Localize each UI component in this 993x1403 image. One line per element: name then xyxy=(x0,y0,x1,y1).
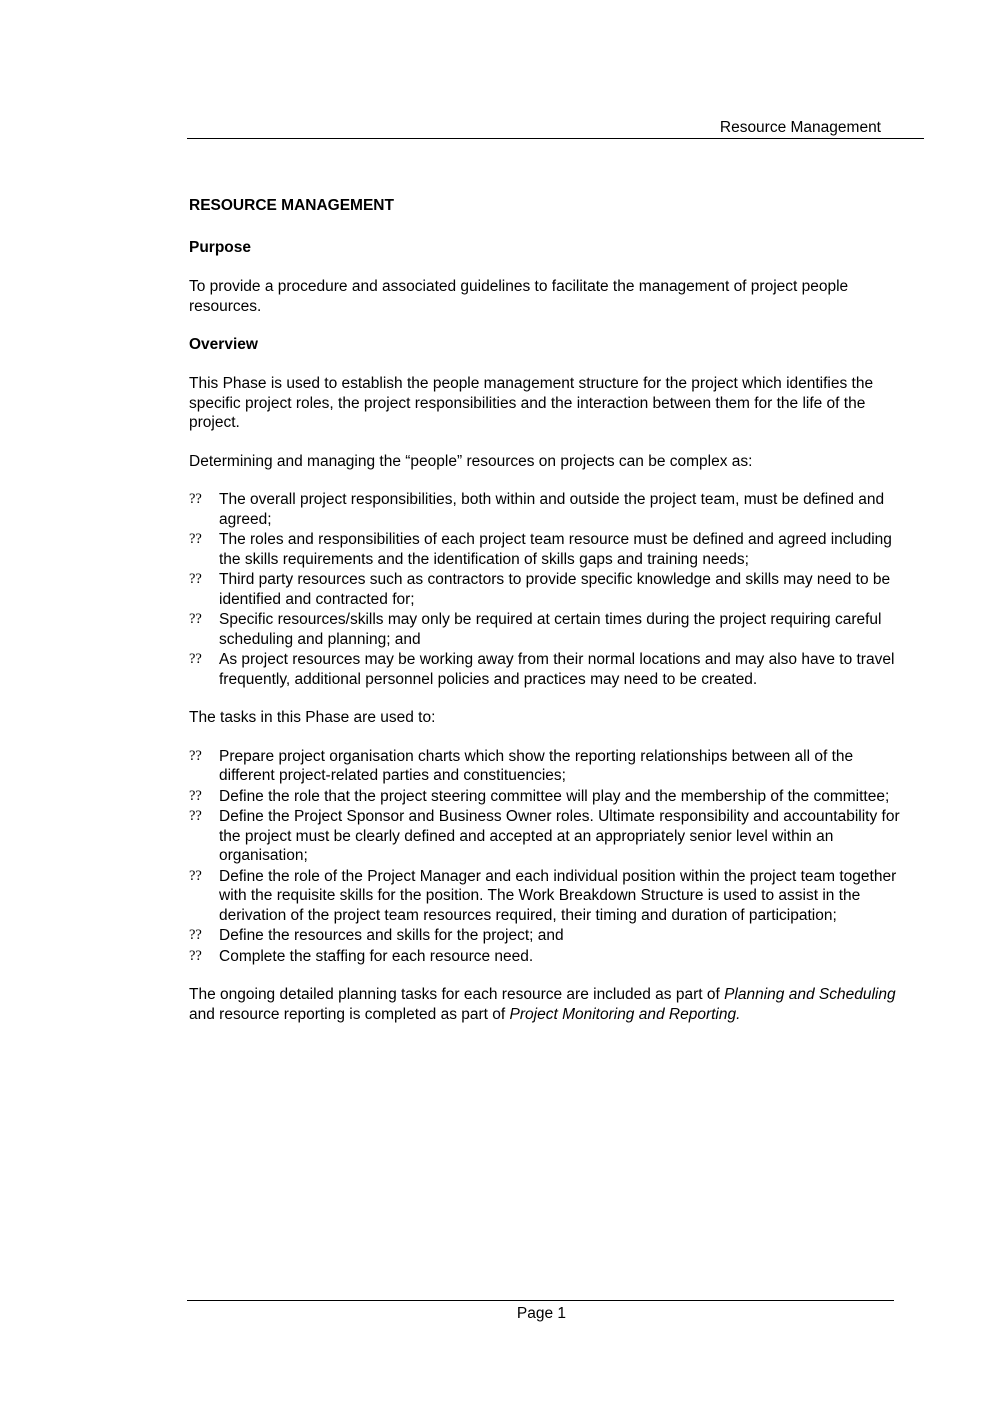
document-title: RESOURCE MANAGEMENT xyxy=(189,197,394,214)
bullet-icon: ?? xyxy=(189,927,202,943)
list-item xyxy=(189,787,909,807)
monitoring-reporting-reference: Project Monitoring and Reporting. xyxy=(509,1005,741,1023)
tasks-intro: The tasks in this Phase are used to: xyxy=(189,709,436,726)
list-item xyxy=(189,807,909,866)
list-item xyxy=(189,530,909,569)
purpose-text: To provide a procedure and associated guidelines to facilitate the management of project people resources. xyxy=(189,278,849,315)
bullet-icon: ?? xyxy=(189,571,202,587)
list-item-text: Define the role that the project steering committee will play and the membership of the committee; xyxy=(219,787,890,805)
page-number: Page 1 xyxy=(516,1305,567,1322)
list-item xyxy=(189,926,909,946)
closing-paragraph xyxy=(189,985,909,1024)
page-header xyxy=(187,118,924,139)
list-item-text: Define the role of the Project Manager and each individual position within the project team together with the requisite skills for the position. The Work Breakdown Structure is used to assist in the derivation of the project team resources required, their timing and duration of participation; xyxy=(219,867,897,924)
complexity-list xyxy=(189,490,909,689)
list-item-text: Prepare project organisation charts which show the reporting relationships between all of the different project-related parties and constituencies; xyxy=(219,747,854,784)
list-item xyxy=(189,867,909,926)
closing-text: and resource reporting is completed as part of xyxy=(189,1005,510,1023)
list-item-text: The roles and responsibilities of each project team resource must be defined and agreed including the skills requirements and the identification of skills gaps and training needs; xyxy=(219,531,892,568)
list-item xyxy=(189,650,909,689)
list-item-text: Complete the staffing for each resource need. xyxy=(219,947,534,965)
bullet-icon: ?? xyxy=(189,808,202,824)
bullet-icon: ?? xyxy=(189,531,202,547)
list-item-text: Define the Project Sponsor and Business Owner roles. Ultimate responsibility and accountability for the project must be clearly defined and accepted at an appropriately senior level within an organisation; xyxy=(219,808,900,864)
complexity-intro: Determining and managing the “people” resources on projects can be complex as: xyxy=(189,452,753,470)
bullet-icon: ?? xyxy=(189,611,202,627)
list-item xyxy=(189,947,909,967)
overview-heading: Overview xyxy=(189,336,258,353)
list-item-text: Define the resources and skills for the project; and xyxy=(219,927,564,944)
overview-paragraph: This Phase is used to establish the people management structure for the project which identifies the specific project roles, the project responsibilities and the interaction between them for the life of the project. xyxy=(189,375,874,431)
planning-scheduling-reference: Planning and Scheduling xyxy=(724,986,896,1003)
closing-text: The ongoing detailed planning tasks for each resource are included as part of xyxy=(189,986,725,1003)
list-item-text: The overall project responsibilities, both within and outside the project team, must be defined and agreed; xyxy=(219,491,885,528)
list-item xyxy=(189,610,909,649)
list-item-text: Specific resources/skills may only be required at certain times during the project requiring careful scheduling and planning; and xyxy=(219,611,882,648)
document-body xyxy=(189,196,909,1043)
task-list xyxy=(189,747,909,967)
list-item xyxy=(189,570,909,609)
list-item xyxy=(189,490,909,529)
bullet-icon: ?? xyxy=(189,787,202,804)
bullet-icon: ?? xyxy=(189,747,202,764)
list-item-text: As project resources may be working away from their normal locations and may also have to travel frequently, additional personnel policies and practices may need to be created. xyxy=(219,651,895,688)
list-item-text: Third party resources such as contractors to provide specific knowledge and skills may need to be identified and contracted for; xyxy=(219,571,891,608)
bullet-icon: ?? xyxy=(189,651,202,667)
bullet-icon: ?? xyxy=(189,947,202,964)
purpose-heading: Purpose xyxy=(189,239,252,256)
list-item xyxy=(189,747,909,786)
page-footer xyxy=(187,1300,894,1323)
bullet-icon: ?? xyxy=(189,867,202,884)
bullet-icon: ?? xyxy=(189,491,202,507)
running-title: Resource Management xyxy=(719,119,881,136)
